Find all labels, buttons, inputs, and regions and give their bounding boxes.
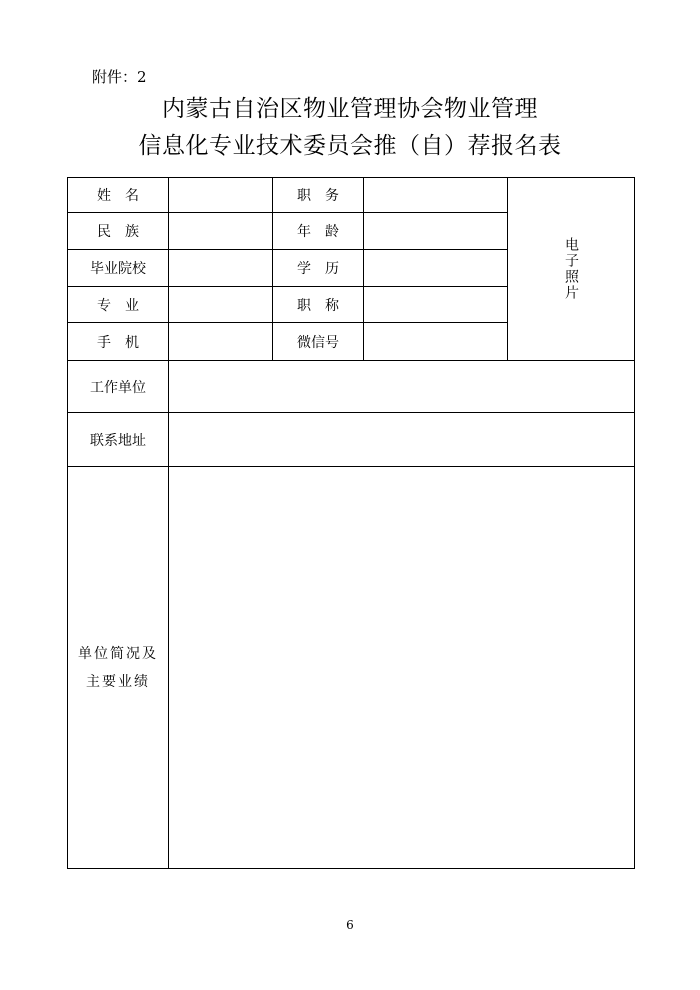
attachment-label: 附件：2 bbox=[92, 68, 147, 86]
form-row-address bbox=[68, 413, 635, 467]
form-title-line-2: 信息化专业技术委员会推（自）荐报名表 bbox=[138, 133, 562, 159]
summary-label bbox=[68, 467, 169, 869]
work-unit-field[interactable] bbox=[169, 361, 635, 413]
form-row-summary bbox=[68, 467, 635, 869]
registration-form-table bbox=[67, 177, 635, 869]
summary-label-line-2: 主要业绩 bbox=[86, 673, 150, 690]
age-field[interactable] bbox=[364, 213, 508, 250]
work-unit-label: 工作单位 bbox=[68, 361, 169, 413]
major-field[interactable] bbox=[169, 287, 273, 323]
school-label: 毕业院校 bbox=[68, 250, 169, 287]
age-label: 年 龄 bbox=[273, 213, 364, 250]
phone-field[interactable] bbox=[169, 323, 273, 361]
summary-field[interactable] bbox=[169, 467, 635, 869]
position-field[interactable] bbox=[364, 178, 508, 213]
education-field[interactable] bbox=[364, 250, 508, 287]
major-label: 专 业 bbox=[68, 287, 169, 323]
form-row-work-unit bbox=[68, 361, 635, 413]
form-title-line-1: 内蒙古自治区物业管理协会物业管理 bbox=[162, 96, 538, 122]
form-row-name bbox=[68, 178, 635, 213]
name-label: 姓 名 bbox=[68, 178, 169, 213]
school-field[interactable] bbox=[169, 250, 273, 287]
title-field[interactable] bbox=[364, 287, 508, 323]
name-field[interactable] bbox=[169, 178, 273, 213]
photo-box[interactable] bbox=[508, 178, 635, 361]
address-label: 联系地址 bbox=[68, 413, 169, 467]
ethnicity-label: 民 族 bbox=[68, 213, 169, 250]
address-field[interactable] bbox=[169, 413, 635, 467]
photo-label: 电子照片 bbox=[563, 237, 579, 301]
ethnicity-field[interactable] bbox=[169, 213, 273, 250]
wechat-field[interactable] bbox=[364, 323, 508, 361]
education-label: 学 历 bbox=[273, 250, 364, 287]
summary-label-line-1: 单位简况及 bbox=[78, 645, 158, 662]
phone-label: 手 机 bbox=[68, 323, 169, 361]
title-label: 职 称 bbox=[273, 287, 364, 323]
wechat-label: 微信号 bbox=[273, 323, 364, 361]
page-number: 6 bbox=[346, 918, 354, 932]
position-label: 职 务 bbox=[273, 178, 364, 213]
